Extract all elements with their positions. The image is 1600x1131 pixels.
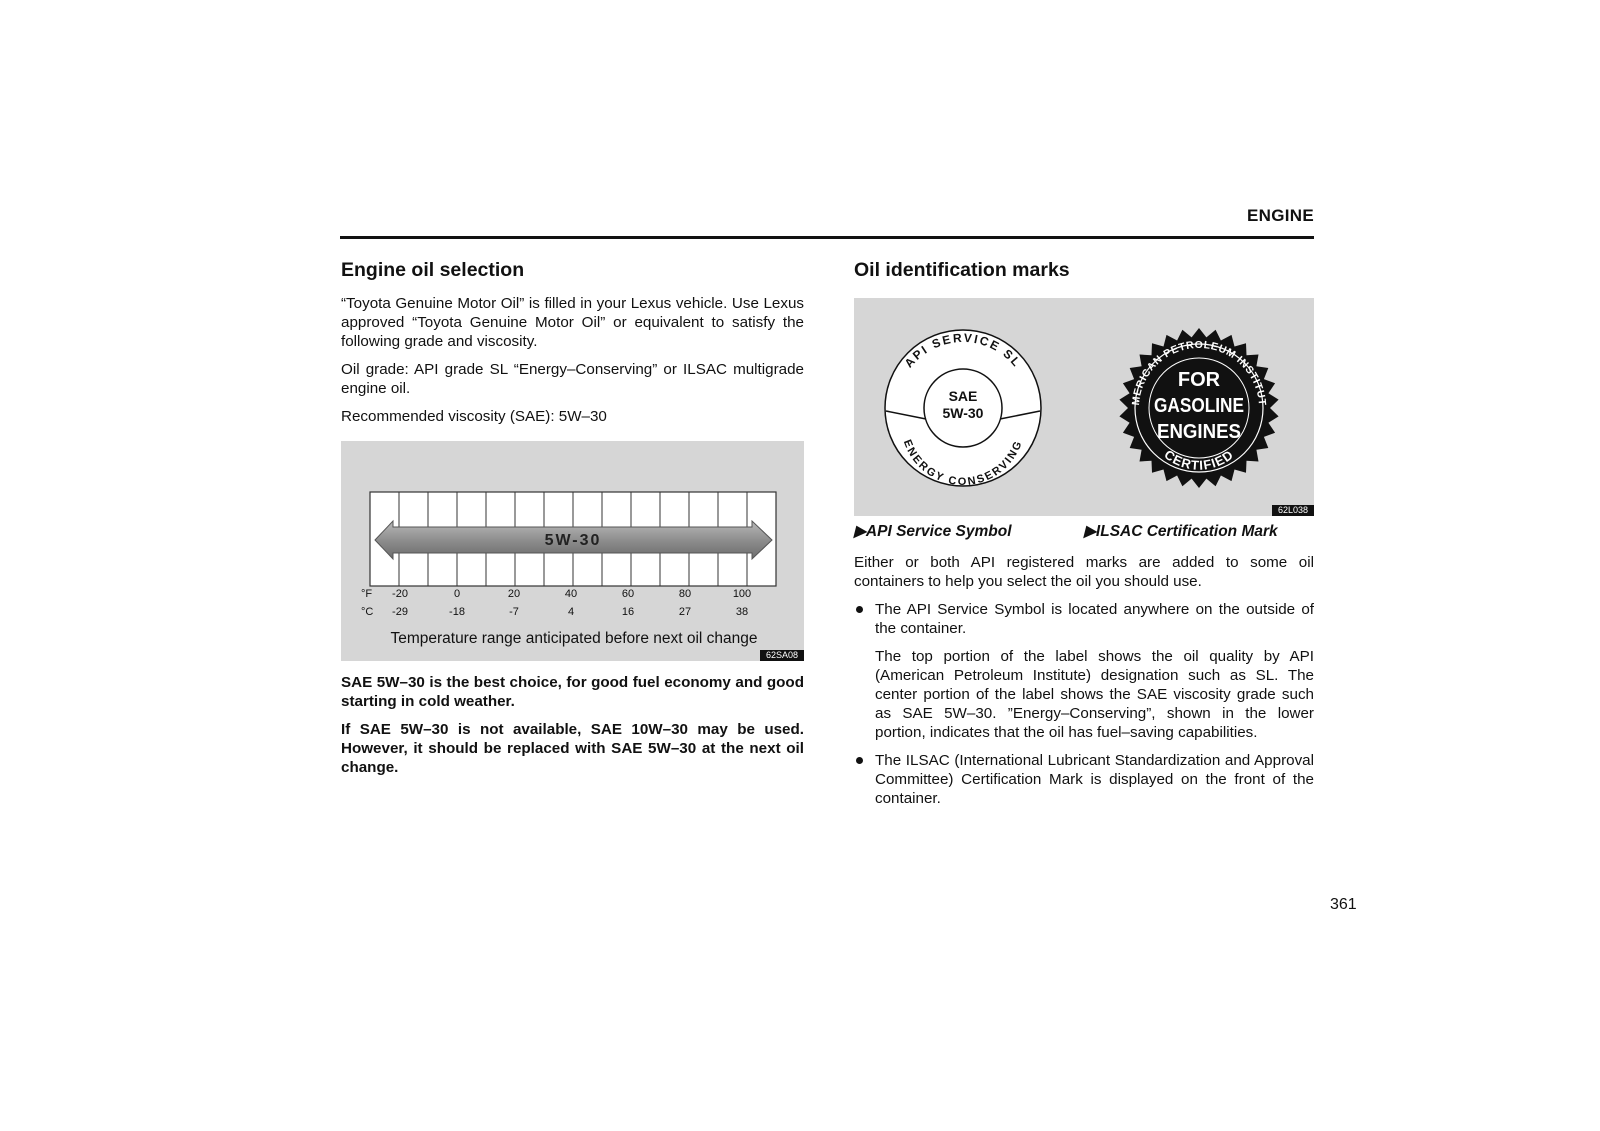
left-column: [341, 258, 804, 786]
best-choice-note: SAE 5W–30 is the best choice, for good fuel economy and good starting in cold weather.: [341, 674, 804, 710]
section-header: ENGINE: [1247, 206, 1314, 225]
celsius-tick-label: 38: [735, 606, 749, 618]
api-service-symbol: [885, 330, 1041, 488]
marks-intro-paragraph: Either or both API registered marks are added to some oil containers to help you select the oil you should use.: [854, 554, 1314, 590]
viscosity-paragraph: Recommended viscosity (SAE): 5W–30: [341, 408, 607, 425]
ilsac-bottom-text: CERTIFIED: [1161, 446, 1237, 473]
ilsac-mark-caption: ▶ILSAC Certification Mark: [1084, 523, 1278, 540]
celsius-tick-label: 4: [567, 606, 575, 618]
celsius-tick-label: -18: [449, 606, 465, 618]
fahrenheit-tick-label: 60: [621, 588, 635, 600]
bullet-api-symbol: [854, 600, 1314, 742]
celsius-tick-label: 27: [678, 606, 692, 618]
ilsac-gasoline-text: GASOLINE: [1154, 395, 1244, 417]
fahrenheit-tick-label: 100: [732, 588, 752, 600]
celsius-tick-label: -29: [392, 606, 408, 618]
fahrenheit-tick-label: 0: [453, 588, 461, 600]
viscosity-figure: [341, 441, 804, 661]
celsius-tick-label: 16: [621, 606, 635, 618]
celsius-unit: °C: [361, 606, 374, 618]
intro-paragraph: “Toyota Genuine Motor Oil” is filled in your Lexus vehicle. Use Lexus approved “Toyota Genuine Motor Oil” or equivalent to satisfy the following grade and viscosity.: [341, 295, 804, 350]
api-top-text: API SERVICE SL: [901, 330, 1025, 371]
oil-marks-art: [854, 298, 1314, 516]
figure-code-right: 62L038: [1272, 505, 1314, 516]
api-center-sae: SAE: [948, 388, 978, 404]
oil-identification-heading: Oil identification marks: [854, 259, 1070, 281]
figure-code: 62SA08: [760, 650, 804, 661]
fahrenheit-tick-label: 20: [507, 588, 521, 600]
header-rule: [340, 236, 1314, 239]
figure-captions: [854, 522, 1314, 544]
celsius-tick-label: -7: [509, 606, 519, 618]
bullet-dot: [856, 606, 863, 613]
oil-grade-paragraph: Oil grade: API grade SL “Energy–Conserving” or ILSAC multigrade engine oil.: [341, 361, 804, 397]
fahrenheit-tick-label: 40: [564, 588, 578, 600]
ilsac-for-text: FOR: [1177, 369, 1221, 391]
fahrenheit-tick-label: -20: [392, 588, 408, 600]
bullet-api-detail: The top portion of the label shows the oil quality by API (American Petroleum Institute) designation such as SL. The center portion of the label shows the SAE viscosity grade such as SAE 5W–30. ”Energy–Conserving”, shown in the lower portion, indicates that the oil has fuel–saving capabilities.: [875, 648, 1314, 741]
ilsac-engines-text: ENGINES: [1157, 421, 1241, 443]
ilsac-top-text: MERICAN PETROLEUM INSTITUT: [1129, 338, 1269, 407]
fahrenheit-ticks: [392, 588, 751, 600]
oil-marks-figure: [854, 298, 1314, 516]
viscosity-chart: [341, 441, 804, 661]
page-number: 361: [1330, 896, 1357, 913]
viscosity-caption: Temperature range anticipated before next oil change: [390, 630, 758, 647]
right-column: [854, 258, 1314, 817]
bullet-api-text: The API Service Symbol is located anywhere on the outside of the container.: [875, 601, 1314, 637]
grade-label: 5W-30: [544, 532, 602, 549]
api-symbol-caption: ▶API Service Symbol: [854, 523, 1012, 540]
api-bottom-text: ENERGY CONSERVING: [900, 438, 1026, 488]
fahrenheit-tick-label: 80: [678, 588, 692, 600]
engine-oil-selection-heading: Engine oil selection: [341, 259, 525, 281]
api-center-grade: 5W-30: [942, 405, 984, 421]
celsius-ticks: [392, 606, 748, 618]
fahrenheit-unit: °F: [361, 588, 373, 600]
bullet-ilsac-mark: [854, 751, 1314, 808]
bullet-ilsac-text: The ILSAC (International Lubricant Standardization and Approval Committee) Certification Mark is displayed on the front of the container.: [875, 752, 1314, 807]
alternative-oil-note: If SAE 5W–30 is not available, SAE 10W–30 may be used. However, it should be replaced with SAE 5W–30 at the next oil change.: [341, 721, 804, 776]
bullet-dot: [856, 757, 863, 764]
